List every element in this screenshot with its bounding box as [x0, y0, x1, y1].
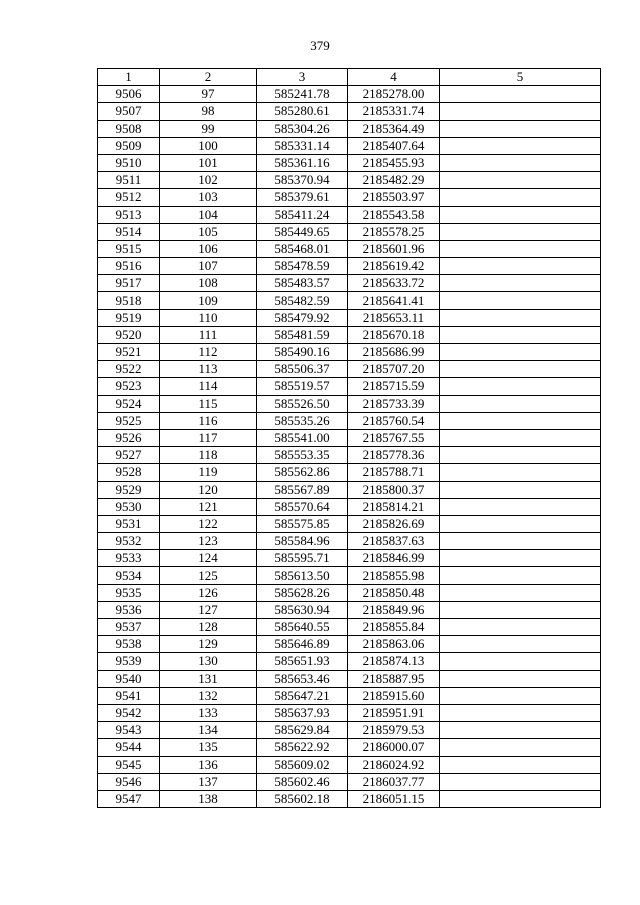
table-cell: [440, 601, 601, 618]
table-cell: 585567.89: [257, 481, 348, 498]
table-cell: 126: [160, 584, 257, 601]
table-cell: 585541.00: [257, 429, 348, 446]
table-cell: [440, 550, 601, 567]
table-cell: 9514: [98, 223, 160, 240]
table-cell: 2185837.63: [348, 533, 440, 550]
table-cell: [440, 326, 601, 343]
table-cell: 2185278.00: [348, 86, 440, 103]
table-cell: [440, 481, 601, 498]
table-cell: [440, 498, 601, 515]
table-cell: 585595.71: [257, 550, 348, 567]
table-cell: 585553.35: [257, 447, 348, 464]
table-cell: 114: [160, 378, 257, 395]
table-cell: [440, 206, 601, 223]
table-cell: 120: [160, 481, 257, 498]
table-cell: 9529: [98, 481, 160, 498]
table-cell: 2185578.25: [348, 223, 440, 240]
table-cell: [440, 120, 601, 137]
table-cell: 9530: [98, 498, 160, 515]
table-cell: 585562.86: [257, 464, 348, 481]
table-cell: 585651.93: [257, 653, 348, 670]
table-cell: 585637.93: [257, 704, 348, 721]
table-cell: [440, 223, 601, 240]
table-cell: 585646.89: [257, 636, 348, 653]
table-row: [98, 292, 601, 309]
table-cell: 2186037.77: [348, 773, 440, 790]
table-cell: 9521: [98, 344, 160, 361]
table-cell: 99: [160, 120, 257, 137]
table-cell: [440, 464, 601, 481]
table-cell: [440, 137, 601, 154]
table-cell: 2185788.71: [348, 464, 440, 481]
table-cell: [440, 154, 601, 171]
table-row: [98, 498, 601, 515]
table-cell: 9520: [98, 326, 160, 343]
table-cell: [440, 722, 601, 739]
table-cell: [440, 103, 601, 120]
table-cell: 9536: [98, 601, 160, 618]
table-cell: 9526: [98, 429, 160, 446]
table-cell: [440, 567, 601, 584]
table-cell: 585479.92: [257, 309, 348, 326]
table-cell: 9517: [98, 275, 160, 292]
table-cell: 585519.57: [257, 378, 348, 395]
column-header: 1: [98, 69, 160, 86]
table-cell: 9507: [98, 103, 160, 120]
table-cell: 585526.50: [257, 395, 348, 412]
table-row: [98, 653, 601, 670]
table-cell: 122: [160, 515, 257, 532]
table-cell: 9523: [98, 378, 160, 395]
table-cell: 9534: [98, 567, 160, 584]
table-row: [98, 103, 601, 120]
table-cell: 2185619.42: [348, 258, 440, 275]
table-row: [98, 395, 601, 412]
table-cell: 9543: [98, 722, 160, 739]
table-cell: 115: [160, 395, 257, 412]
table-cell: 9508: [98, 120, 160, 137]
table-cell: 2185707.20: [348, 361, 440, 378]
table-cell: 585570.64: [257, 498, 348, 515]
column-header: 2: [160, 69, 257, 86]
table-cell: 9532: [98, 533, 160, 550]
table-cell: 2186051.15: [348, 790, 440, 807]
table-cell: [440, 86, 601, 103]
table-row: [98, 429, 601, 446]
table-cell: 9545: [98, 756, 160, 773]
table-cell: 98: [160, 103, 257, 120]
table-cell: 585280.61: [257, 103, 348, 120]
table-cell: 9528: [98, 464, 160, 481]
table-cell: 137: [160, 773, 257, 790]
table-cell: 585379.61: [257, 189, 348, 206]
table-cell: 9506: [98, 86, 160, 103]
table-cell: [440, 395, 601, 412]
table-cell: 2185778.36: [348, 447, 440, 464]
table-row: [98, 636, 601, 653]
table-cell: 101: [160, 154, 257, 171]
table-cell: [440, 756, 601, 773]
table-cell: 585468.01: [257, 240, 348, 257]
table-cell: 585304.26: [257, 120, 348, 137]
table-cell: 2185601.96: [348, 240, 440, 257]
table-cell: [440, 292, 601, 309]
table-row: [98, 120, 601, 137]
table-cell: 585640.55: [257, 619, 348, 636]
table-cell: 9524: [98, 395, 160, 412]
table-cell: 125: [160, 567, 257, 584]
table-cell: [440, 412, 601, 429]
column-header: 4: [348, 69, 440, 86]
table-cell: 2185633.72: [348, 275, 440, 292]
table-cell: 133: [160, 704, 257, 721]
table-row: [98, 550, 601, 567]
table-cell: [440, 378, 601, 395]
table-row: [98, 773, 601, 790]
table-cell: 107: [160, 258, 257, 275]
table-cell: [440, 447, 601, 464]
table-cell: 2185849.96: [348, 601, 440, 618]
table-cell: 2185503.97: [348, 189, 440, 206]
table-row: [98, 481, 601, 498]
table-cell: 585490.16: [257, 344, 348, 361]
table-cell: 128: [160, 619, 257, 636]
table-cell: 2185979.53: [348, 722, 440, 739]
table-cell: 109: [160, 292, 257, 309]
table-cell: [440, 189, 601, 206]
table-cell: 585361.16: [257, 154, 348, 171]
table-cell: 131: [160, 670, 257, 687]
table-row: [98, 447, 601, 464]
table-cell: 2185715.59: [348, 378, 440, 395]
table-cell: 108: [160, 275, 257, 292]
table-cell: 585584.96: [257, 533, 348, 550]
table-cell: 585411.24: [257, 206, 348, 223]
table-cell: 585478.59: [257, 258, 348, 275]
table-row: [98, 309, 601, 326]
table-cell: [440, 515, 601, 532]
table-row: [98, 206, 601, 223]
table-cell: [440, 790, 601, 807]
table-row: [98, 515, 601, 532]
table-cell: 2185364.49: [348, 120, 440, 137]
table-cell: 585449.65: [257, 223, 348, 240]
table-cell: 130: [160, 653, 257, 670]
table-cell: 9519: [98, 309, 160, 326]
table-row: [98, 619, 601, 636]
table-cell: 585613.50: [257, 567, 348, 584]
table-row: [98, 361, 601, 378]
table-cell: 2185760.54: [348, 412, 440, 429]
table-cell: 9533: [98, 550, 160, 567]
table-cell: 127: [160, 601, 257, 618]
table-row: [98, 86, 601, 103]
table-cell: [440, 429, 601, 446]
column-header: 5: [440, 69, 601, 86]
table-cell: 9511: [98, 172, 160, 189]
table-cell: 134: [160, 722, 257, 739]
table-row: [98, 464, 601, 481]
table-cell: [440, 687, 601, 704]
table-cell: 9544: [98, 739, 160, 756]
table-cell: 102: [160, 172, 257, 189]
table-cell: 2185915.60: [348, 687, 440, 704]
table-row: [98, 722, 601, 739]
table-cell: 105: [160, 223, 257, 240]
table-cell: 2185331.74: [348, 103, 440, 120]
table-cell: 97: [160, 86, 257, 103]
table-cell: [440, 275, 601, 292]
table-cell: 132: [160, 687, 257, 704]
table-cell: 9542: [98, 704, 160, 721]
table-cell: 585241.78: [257, 86, 348, 103]
table-cell: 136: [160, 756, 257, 773]
table-cell: 2185800.37: [348, 481, 440, 498]
table-cell: 585481.59: [257, 326, 348, 343]
table-cell: 9540: [98, 670, 160, 687]
table-cell: 585629.84: [257, 722, 348, 739]
table-cell: 9518: [98, 292, 160, 309]
table-cell: 129: [160, 636, 257, 653]
table-cell: 2185846.99: [348, 550, 440, 567]
table-cell: 2185686.99: [348, 344, 440, 361]
table-cell: 2185855.84: [348, 619, 440, 636]
table-cell: [440, 240, 601, 257]
table-cell: 9539: [98, 653, 160, 670]
table-cell: 110: [160, 309, 257, 326]
table-cell: [440, 653, 601, 670]
table-cell: 585622.92: [257, 739, 348, 756]
table-cell: 2185855.98: [348, 567, 440, 584]
table-cell: [440, 670, 601, 687]
table-cell: 135: [160, 739, 257, 756]
table-cell: 2185543.58: [348, 206, 440, 223]
table-cell: 585483.57: [257, 275, 348, 292]
table-cell: 2186024.92: [348, 756, 440, 773]
table-cell: [440, 361, 601, 378]
table-cell: 124: [160, 550, 257, 567]
table-cell: 9513: [98, 206, 160, 223]
table-row: [98, 154, 601, 171]
table-row: [98, 704, 601, 721]
table-cell: 585647.21: [257, 687, 348, 704]
table-cell: 118: [160, 447, 257, 464]
table-cell: 9522: [98, 361, 160, 378]
table-cell: 585482.59: [257, 292, 348, 309]
table-row: [98, 567, 601, 584]
table-cell: 138: [160, 790, 257, 807]
table-cell: 9547: [98, 790, 160, 807]
table-cell: 2185653.11: [348, 309, 440, 326]
coordinates-table: [97, 68, 601, 808]
table-row: [98, 172, 601, 189]
table-cell: 123: [160, 533, 257, 550]
table-row: [98, 412, 601, 429]
table-cell: 585630.94: [257, 601, 348, 618]
table-cell: 9538: [98, 636, 160, 653]
table-cell: 111: [160, 326, 257, 343]
table-cell: 9510: [98, 154, 160, 171]
table-cell: 9525: [98, 412, 160, 429]
table-row: [98, 137, 601, 154]
table-cell: 2185670.18: [348, 326, 440, 343]
table-row: [98, 739, 601, 756]
table-row: [98, 240, 601, 257]
table-cell: 100: [160, 137, 257, 154]
table-row: [98, 687, 601, 704]
table-cell: 9515: [98, 240, 160, 257]
table-row: [98, 378, 601, 395]
table-cell: 104: [160, 206, 257, 223]
table-cell: 9509: [98, 137, 160, 154]
table-cell: 585609.02: [257, 756, 348, 773]
table-cell: 9531: [98, 515, 160, 532]
table-cell: 585628.26: [257, 584, 348, 601]
table-cell: 117: [160, 429, 257, 446]
table-cell: 9535: [98, 584, 160, 601]
page-number: 379: [310, 38, 330, 53]
table-cell: 9537: [98, 619, 160, 636]
column-header: 3: [257, 69, 348, 86]
table-cell: 2185826.69: [348, 515, 440, 532]
table-cell: 2185767.55: [348, 429, 440, 446]
table-cell: 585602.46: [257, 773, 348, 790]
table-cell: 585575.85: [257, 515, 348, 532]
table-cell: 2185951.91: [348, 704, 440, 721]
table-cell: 585331.14: [257, 137, 348, 154]
table-cell: 9512: [98, 189, 160, 206]
table-cell: 2186000.07: [348, 739, 440, 756]
table-cell: 9516: [98, 258, 160, 275]
table-cell: [440, 172, 601, 189]
table-cell: [440, 636, 601, 653]
table-cell: [440, 619, 601, 636]
table-body: [98, 86, 601, 808]
table-row: [98, 533, 601, 550]
table-row: [98, 275, 601, 292]
table-row: [98, 670, 601, 687]
table-cell: 2185814.21: [348, 498, 440, 515]
table-row: [98, 756, 601, 773]
table-cell: [440, 344, 601, 361]
table-cell: 2185850.48: [348, 584, 440, 601]
table-row: [98, 790, 601, 807]
table-cell: 9546: [98, 773, 160, 790]
table-cell: 119: [160, 464, 257, 481]
table-cell: [440, 773, 601, 790]
table-cell: 2185641.41: [348, 292, 440, 309]
table-cell: 2185407.64: [348, 137, 440, 154]
table-cell: 112: [160, 344, 257, 361]
table-cell: 2185482.29: [348, 172, 440, 189]
table-cell: [440, 704, 601, 721]
table-row: [98, 601, 601, 618]
table-cell: 585535.26: [257, 412, 348, 429]
table-cell: 121: [160, 498, 257, 515]
table-cell: 9527: [98, 447, 160, 464]
table-cell: 2185887.95: [348, 670, 440, 687]
table-row: [98, 326, 601, 343]
table-cell: [440, 739, 601, 756]
table-cell: 113: [160, 361, 257, 378]
table-cell: 585602.18: [257, 790, 348, 807]
table-cell: [440, 258, 601, 275]
table-cell: 2185455.93: [348, 154, 440, 171]
table-header-row: [98, 69, 601, 86]
table-cell: 103: [160, 189, 257, 206]
table-row: [98, 258, 601, 275]
table-cell: 585653.46: [257, 670, 348, 687]
table-row: [98, 584, 601, 601]
table-cell: 2185874.13: [348, 653, 440, 670]
table-cell: [440, 309, 601, 326]
table-cell: [440, 533, 601, 550]
table-cell: 585370.94: [257, 172, 348, 189]
table-cell: 106: [160, 240, 257, 257]
table-cell: 9541: [98, 687, 160, 704]
table-cell: 2185863.06: [348, 636, 440, 653]
table-cell: 585506.37: [257, 361, 348, 378]
table-cell: [440, 584, 601, 601]
table-cell: 2185733.39: [348, 395, 440, 412]
table-row: [98, 189, 601, 206]
table-row: [98, 344, 601, 361]
table-row: [98, 223, 601, 240]
table-cell: 116: [160, 412, 257, 429]
